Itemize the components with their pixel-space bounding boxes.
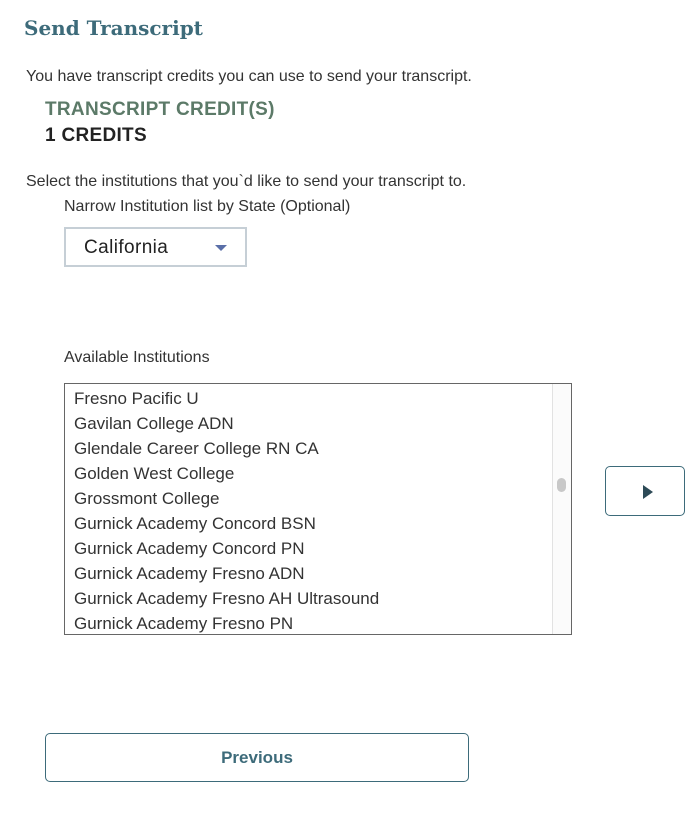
institution-option[interactable]: Grossmont College — [74, 489, 220, 508]
institution-option[interactable]: Fresno Pacific U — [74, 389, 199, 408]
credits-intro-text: You have transcript credits you can use to send your transcript. — [26, 68, 472, 85]
credits-value: 1 CREDITS — [45, 125, 147, 146]
state-select[interactable] — [64, 227, 247, 267]
available-institutions-label: Available Institutions — [64, 349, 210, 366]
institution-option[interactable]: Gurnick Academy Concord PN — [74, 539, 305, 558]
select-institutions-text: Select the institutions that you`d like to send your transcript to. — [26, 173, 467, 190]
institution-option[interactable]: Gurnick Academy Concord BSN — [74, 514, 316, 533]
chevron-down-icon — [215, 245, 227, 251]
play-arrow-icon — [643, 485, 653, 499]
previous-button[interactable]: Previous — [45, 733, 469, 782]
page-title: Send Transcript — [24, 16, 203, 40]
institution-option[interactable]: Glendale Career College RN CA — [74, 439, 319, 458]
institution-option[interactable]: Golden West College — [74, 464, 235, 483]
institution-option[interactable]: Gurnick Academy Fresno PN — [74, 614, 294, 633]
add-institution-button[interactable] — [605, 466, 685, 516]
institution-option[interactable]: Gavilan College ADN — [74, 414, 234, 433]
scrollbar-thumb[interactable] — [557, 478, 566, 492]
credits-label: TRANSCRIPT CREDIT(S) — [45, 99, 275, 120]
listbox-scrollbar[interactable] — [552, 384, 571, 634]
state-filter-label: Narrow Institution list by State (Optional) — [64, 198, 351, 215]
institution-option[interactable]: Gurnick Academy Fresno ADN — [74, 564, 305, 583]
state-select-value: California — [84, 237, 169, 258]
institution-option[interactable]: Gurnick Academy Fresno AH Ultrasound — [74, 589, 380, 608]
available-institutions-listbox[interactable] — [64, 383, 572, 635]
